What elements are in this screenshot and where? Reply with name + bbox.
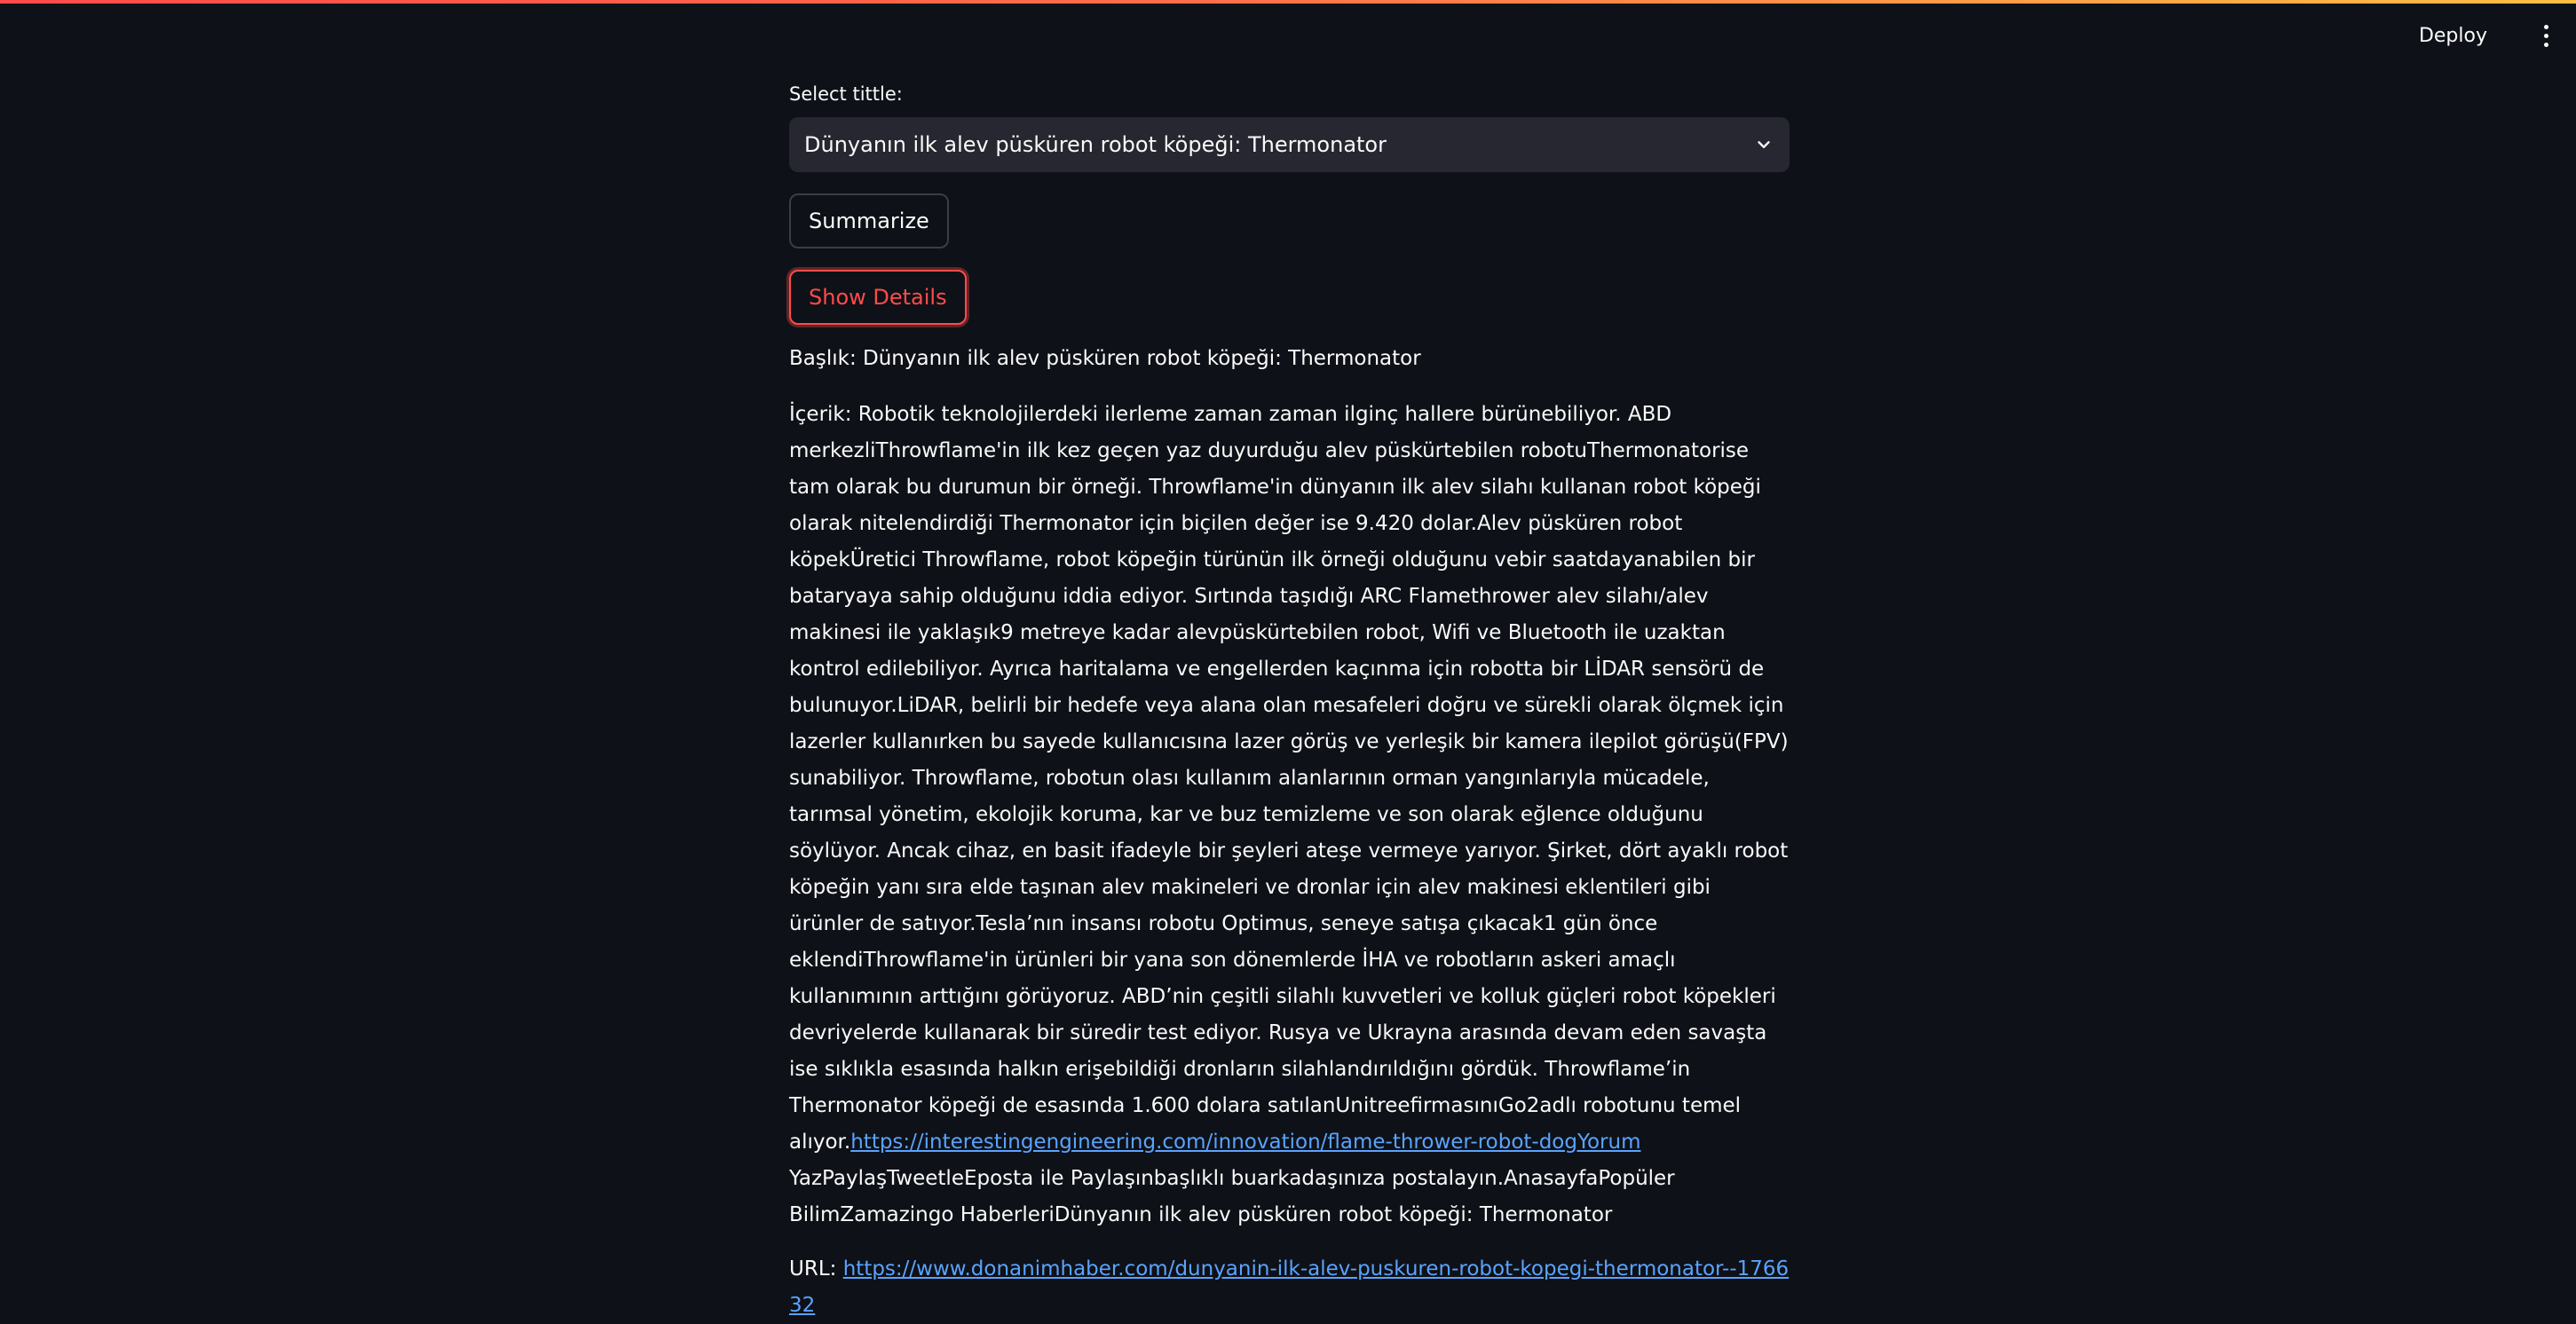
article-content — [789, 397, 1790, 1233]
show-details-button[interactable]: Show Details — [789, 270, 967, 325]
selected-title-value: Dünyanın ilk alev püsküren robot köpeği: Thermonator — [804, 132, 1387, 157]
url-label: URL: — [789, 1257, 843, 1281]
summarize-button[interactable]: Summarize — [789, 193, 949, 248]
content-source-link[interactable]: https://interestingengineering.com/innovation/flame-thrower-robot-dogYorum — [850, 1131, 1641, 1154]
vertical-dots-icon[interactable] — [2535, 18, 2556, 53]
select-title-label: Select tittle: — [789, 83, 903, 105]
article-url-link[interactable]: https://www.donanimhaber.com/dunyanin-ilk-alev-puskuren-robot-kopegi-thermonator--176632 — [789, 1257, 1790, 1317]
title-select[interactable] — [789, 117, 1790, 172]
chevron-down-icon — [1754, 135, 1774, 154]
menu-dot — [2544, 34, 2548, 38]
menu-dot — [2544, 25, 2548, 29]
deploy-button[interactable]: Deploy — [2418, 25, 2487, 47]
article-content-text: İçerik: Robotik teknolojilerdeki ilerleme zaman zaman ilginç hallere bürünebiliyor. ABD merkezliThrowflame'in ilk kez geçen yaz duyurduğu alev püskürtebilen robotuThermonatorise tam olarak bu durumun bir örneği. Throwflame'in dünyanın ilk alev silahı kullanan robot köpeği olarak nitelendirdiği Thermonator için biçilen değer ise 9.420 dolar.Alev püsküren robot köpekÜretici Throwflame, robot köpeğin türünün ilk örneği olduğunu vebir saatdayanabilen bir bataryaya sahip olduğunu iddia ediyor. Sırtında taşıdığı ARC Flamethrower alev silahı/alev makinesi ile yaklaşık9 metreye kadar alevpüskürtebilen robot, Wifi ve Bluetooth ile uzaktan kontrol edilebiliyor. Ayrıca haritalama ve engellerden kaçınma için robotta bir LİDAR sensörü de bulunuyor.LiDAR, belirli bir hedefe veya alana olan mesafeleri doğru ve sürekli olarak ölçmek için lazerler kullanırken bu sayede kullanıcısına lazer görüş ve yerleşik bir kamera ilepilot görüşü(FPV) sunabiliyor. Throwflame, robotun olası kullanım alanlarının orman yangınlarıyla mücadele, tarımsal yönetim, ekolojik koruma, kar ve buz temizleme ve son olarak eğlence olduğunu söylüyor. Ancak cihaz, en basit ifadeyle bir şeyleri ateşe vermeye yarıyor. Şirket, dört ayaklı robot köpeğin yanı sıra elde taşınan alev makineleri ve dronlar için alev makinesi eklentileri gibi ürünler de satıyor.Tesla’nın insansı robotu Optimus, seneye satışa çıkacak1 gün önce eklendiThrowflame'in ürünleri bir yana son dönemlerde İHA ve robotların askeri amaçlı kullanımının arttığını görüyoruz. ABD’nin çeşitli silahlı kuvvetleri ve kolluk güçleri robot köpekleri devriyelerde kullanarak bir süredir test ediyor. Rusya ve Ukrayna arasında devam eden savaşta ise sıklıkla esasında halkın erişebildiği dronların silahlandırıldığını gördük. Throwflame’in Thermonator köpeği de esasında 1.600 dolara satılanUnitreefirmasınıGo2adlı robotunu temel alıyor. — [789, 403, 1789, 1154]
main-content — [789, 83, 1790, 1324]
article-content-tail: YazPaylaşTweetleEposta ile Paylaşınbaşlıklı buarkadaşınıza postalayın.AnasayfaPopüler BilimZamazingo HaberleriDünyanın ilk alev püsküren robot köpeği: Thermonator — [789, 1167, 1675, 1226]
app-header — [0, 4, 2576, 66]
menu-dot — [2544, 43, 2548, 47]
article-url-line — [789, 1251, 1790, 1324]
article-title-line: Başlık: Dünyanın ilk alev püsküren robot köpeği: Thermonator — [789, 347, 1421, 370]
